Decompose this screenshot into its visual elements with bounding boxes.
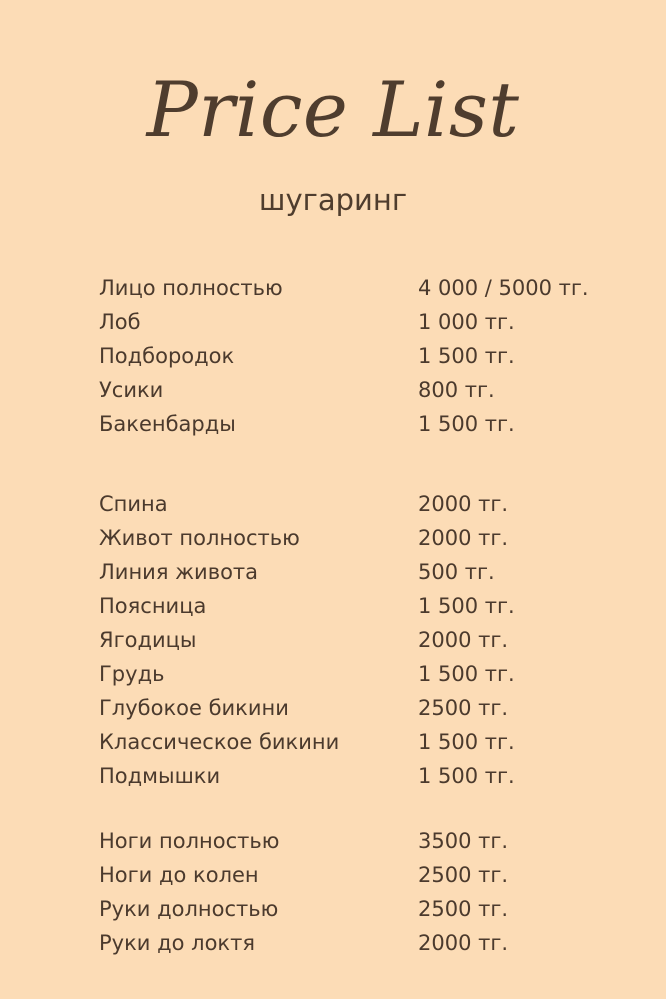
service-price: 2500 тг. — [418, 863, 509, 887]
service-name: Руки долностью — [99, 897, 279, 921]
service-price: 1 500 тг. — [418, 662, 515, 686]
service-price: 1 500 тг. — [418, 412, 515, 436]
price-row — [99, 926, 619, 960]
service-price: 1 500 тг. — [418, 764, 515, 788]
price-row — [99, 305, 619, 339]
service-name: Лоб — [99, 310, 141, 334]
service-name: Глубокое бикини — [99, 696, 289, 720]
price-row — [99, 691, 619, 725]
service-price: 2500 тг. — [418, 696, 509, 720]
price-row — [99, 589, 619, 623]
service-name: Руки до локтя — [99, 931, 255, 955]
service-name: Бакенбарды — [99, 412, 236, 436]
price-row — [99, 555, 619, 589]
price-group-body — [99, 487, 619, 793]
price-row — [99, 407, 619, 441]
price-row — [99, 858, 619, 892]
service-name: Подмышки — [99, 764, 221, 788]
price-row — [99, 657, 619, 691]
price-row — [99, 487, 619, 521]
price-row — [99, 824, 619, 858]
service-price: 1 500 тг. — [418, 594, 515, 618]
service-name: Поясница — [99, 594, 207, 618]
service-name: Грудь — [99, 662, 165, 686]
service-price: 2000 тг. — [418, 931, 509, 955]
service-price: 800 тг. — [418, 378, 495, 402]
service-name: Линия живота — [99, 560, 259, 584]
page-title: Price List — [146, 65, 520, 154]
service-price: 500 тг. — [418, 560, 495, 584]
service-name: Подбородок — [99, 344, 235, 368]
price-group-face — [99, 271, 619, 441]
service-name: Лицо полностью — [99, 276, 283, 300]
price-row — [99, 373, 619, 407]
service-name: Усики — [99, 378, 164, 402]
service-name: Ноги полностью — [99, 829, 280, 853]
price-row — [99, 759, 619, 793]
price-row — [99, 521, 619, 555]
service-price: 2000 тг. — [418, 492, 509, 516]
price-row — [99, 623, 619, 657]
service-price: 2000 тг. — [418, 526, 509, 550]
service-price: 2500 тг. — [418, 897, 509, 921]
service-price: 3500 тг. — [418, 829, 509, 853]
service-name: Ягодицы — [99, 628, 197, 652]
price-row — [99, 725, 619, 759]
service-name: Классическое бикини — [99, 730, 340, 754]
service-price: 4 000 / 5000 тг. — [418, 276, 589, 300]
service-name: Ноги до колен — [99, 863, 259, 887]
price-group-limbs — [99, 824, 619, 960]
service-name: Живот полностью — [99, 526, 300, 550]
service-price: 1 500 тг. — [418, 730, 515, 754]
page-subtitle: шугаринг — [258, 183, 408, 217]
price-row — [99, 271, 619, 305]
service-price: 2000 тг. — [418, 628, 509, 652]
service-price: 1 500 тг. — [418, 344, 515, 368]
price-row — [99, 892, 619, 926]
service-name: Спина — [99, 492, 168, 516]
service-price: 1 000 тг. — [418, 310, 515, 334]
price-row — [99, 339, 619, 373]
